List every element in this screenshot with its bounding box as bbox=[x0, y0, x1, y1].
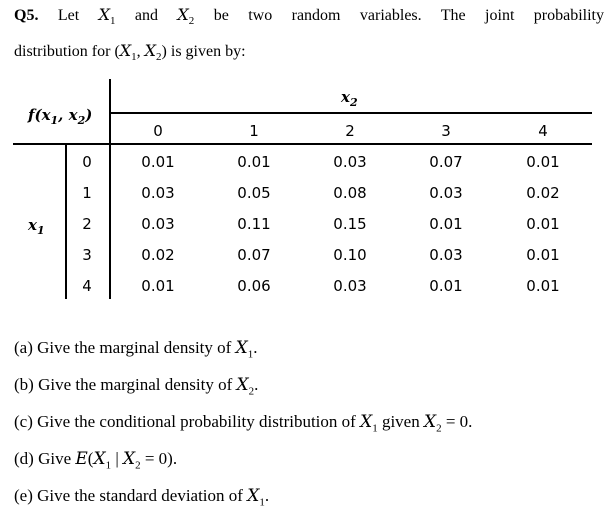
table-cell: 0.01 bbox=[429, 215, 463, 233]
function-label: $f(x_1$, $x_2$) bbox=[28, 106, 93, 127]
table-cell: 0.10 bbox=[333, 246, 367, 264]
column-header: 2 bbox=[345, 122, 355, 140]
table-cell: 0.01 bbox=[526, 153, 560, 171]
row-header: 3 bbox=[82, 246, 92, 264]
part-a: (a) Give the marginal density of $X_1$. bbox=[14, 338, 258, 361]
question-line-2: distribution for ($X_1$, $X_2$) is given by: bbox=[14, 41, 246, 64]
part-e: (e) Give the standard deviation of $X_1$. bbox=[14, 485, 270, 508]
table-cell: 0.06 bbox=[237, 277, 271, 295]
table-cell: 0.08 bbox=[333, 184, 367, 202]
column-header: 0 bbox=[153, 122, 163, 140]
table-cell: 0.03 bbox=[429, 246, 463, 264]
sub-questions bbox=[14, 333, 472, 517]
table-cell: 0.03 bbox=[141, 215, 175, 233]
column-header: 1 bbox=[249, 122, 259, 140]
table-line-vertical-top bbox=[109, 79, 111, 144]
table-line-vertical-right bbox=[109, 143, 111, 299]
table-cell: 0.15 bbox=[333, 215, 367, 233]
table-cell: 0.03 bbox=[429, 184, 463, 202]
table-cell: 0.11 bbox=[237, 215, 271, 233]
part-d: (d) Give $E(X_1$ | $X_2 = 0$). bbox=[14, 448, 178, 472]
row-header: 1 bbox=[82, 184, 92, 202]
row-header: 2 bbox=[82, 215, 92, 233]
table-line-vertical-left bbox=[65, 143, 67, 299]
part-b: (b) Give the marginal density of $X_2$. bbox=[14, 374, 259, 398]
table-cell: 0.05 bbox=[237, 184, 271, 202]
column-header: 4 bbox=[538, 122, 548, 140]
table-cell: 0.02 bbox=[141, 246, 175, 264]
table-cell: 0.01 bbox=[237, 153, 271, 171]
table-cell: 0.07 bbox=[237, 246, 271, 264]
row-header: 4 bbox=[82, 277, 92, 295]
table-cell: 0.01 bbox=[141, 153, 175, 171]
question-line-1-text: Let $X_1$ and $X_2$ be two random variables. The joint probability bbox=[57, 5, 604, 28]
part-c: (c) Give the conditional probability distribution of $X_1$ given $X_2 = 0$. bbox=[14, 411, 473, 435]
row-variable-label: $x_1$ bbox=[28, 216, 45, 237]
table-cell: 0.01 bbox=[526, 215, 560, 233]
table-cell: 0.03 bbox=[333, 153, 367, 171]
table-cell: 0.07 bbox=[429, 153, 463, 171]
table-line-header-bottom bbox=[13, 143, 592, 145]
table-cell: 0.03 bbox=[333, 277, 367, 295]
column-variable-label: $x_2$ bbox=[341, 88, 358, 109]
table-line-top bbox=[110, 112, 592, 114]
table-cell: 0.02 bbox=[526, 184, 560, 202]
table-cell: 0.01 bbox=[429, 277, 463, 295]
table-cell: 0.01 bbox=[526, 246, 560, 264]
question-number: Q5. bbox=[14, 7, 39, 24]
table-cell: 0.03 bbox=[141, 184, 175, 202]
table-cell: 0.01 bbox=[526, 277, 560, 295]
table-cell: 0.01 bbox=[141, 277, 175, 295]
row-header: 0 bbox=[82, 153, 92, 171]
column-header: 3 bbox=[441, 122, 451, 140]
